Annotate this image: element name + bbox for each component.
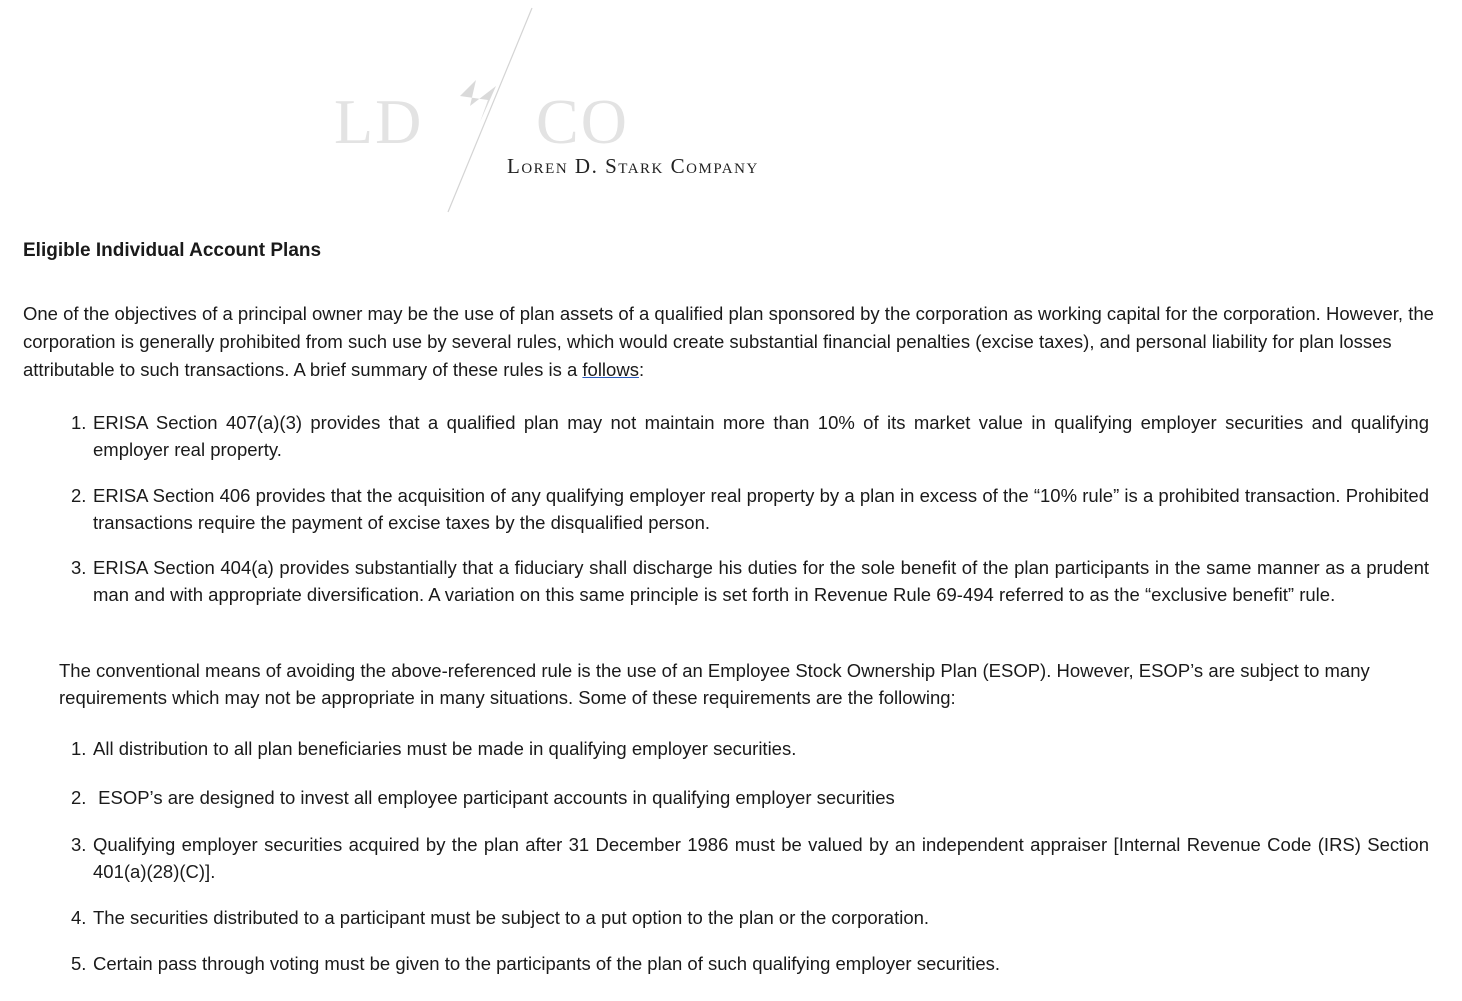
list-item bbox=[59, 950, 1429, 977]
list-item-number: 2. bbox=[71, 787, 87, 808]
logo-letters-right: CO bbox=[536, 86, 629, 157]
list-item-number: 3. bbox=[71, 557, 87, 578]
list-item-text: All distribution to all plan beneficiaries must be made in qualifying employer securities. bbox=[93, 738, 797, 759]
list-item-number: 3. bbox=[71, 834, 87, 855]
logo-slash-line bbox=[448, 8, 532, 212]
list-item-text: ERISA Section 407(a)(3) provides that a qualified plan may not maintain more than 10% of its market value in qualifying employer securities and qualifying employer real property. bbox=[93, 412, 1429, 460]
list-item bbox=[59, 482, 1429, 536]
list-item bbox=[59, 831, 1429, 885]
list-item-number: 2. bbox=[71, 485, 87, 506]
intro-paragraph bbox=[23, 300, 1458, 384]
company-name: Loren D. Stark Company bbox=[507, 154, 759, 178]
list-item bbox=[59, 409, 1429, 463]
list-item-number: 5. bbox=[71, 953, 87, 974]
list-item-number: 4. bbox=[71, 907, 87, 928]
list-item bbox=[59, 904, 1429, 931]
list-item-text: The securities distributed to a participant must be subject to a put option to the plan or the corporation. bbox=[93, 907, 930, 928]
logo-letters-left: LD bbox=[334, 86, 424, 157]
letterhead bbox=[0, 0, 1462, 220]
list-item-text: Qualifying employer securities acquired by the plan after 31 December 1986 must be valued by an independent appraiser [Internal Revenue Code (IRS) Section 401(a)(28)(C)]. bbox=[93, 834, 1429, 882]
list-item bbox=[59, 735, 1429, 762]
company-logo bbox=[320, 0, 800, 220]
logo-bolt-icon bbox=[460, 80, 496, 122]
list-item-text: ERISA Section 404(a) provides substantially that a fiduciary shall discharge his duties for the sole benefit of the plan participants in the same manner as a prudent man and with appropriate diversification. A variation on this same principle is set forth in Revenue Rule 69-494 referred to as the “exclusive benefit” rule. bbox=[93, 557, 1429, 605]
intro-text: One of the objectives of a principal owner may be the use of plan assets of a qualified plan sponsored by the corporation as working capital for the corporation. However, the corporation is generally prohibited from such use by several rules, which would create substantial financial penalties (excise taxes), and personal liability for plan losses attributable to such transactions. A brief summary of these rules is a bbox=[23, 303, 1434, 380]
list-item-text: ESOP’s are designed to invest all employee participant accounts in qualifying employer securities bbox=[93, 787, 895, 808]
follows-link[interactable]: follows bbox=[582, 359, 639, 380]
list-item bbox=[59, 554, 1429, 608]
document-title: Eligible Individual Account Plans bbox=[23, 240, 322, 261]
list-item bbox=[59, 784, 1429, 811]
esop-paragraph: The conventional means of avoiding the above-referenced rule is the use of an Employee Stock Ownership Plan (ESOP). However, ESOP’s are subject to many requirements which may not be appropriate in many situations. Some of these requirements are the following: bbox=[59, 660, 1370, 708]
intro-text-end: : bbox=[638, 359, 645, 380]
list-item-text: Certain pass through voting must be given to the participants of the plan of such qualifying employer securities. bbox=[93, 953, 1001, 974]
list-item-number: 1. bbox=[71, 738, 87, 759]
list-item-text: ERISA Section 406 provides that the acquisition of any qualifying employer real property by a plan in excess of the “10% rule” is a prohibited transaction. Prohibited transactions require the payment of excise taxes by the disqualified person. bbox=[93, 485, 1429, 533]
list-item-number: 1. bbox=[71, 412, 87, 433]
